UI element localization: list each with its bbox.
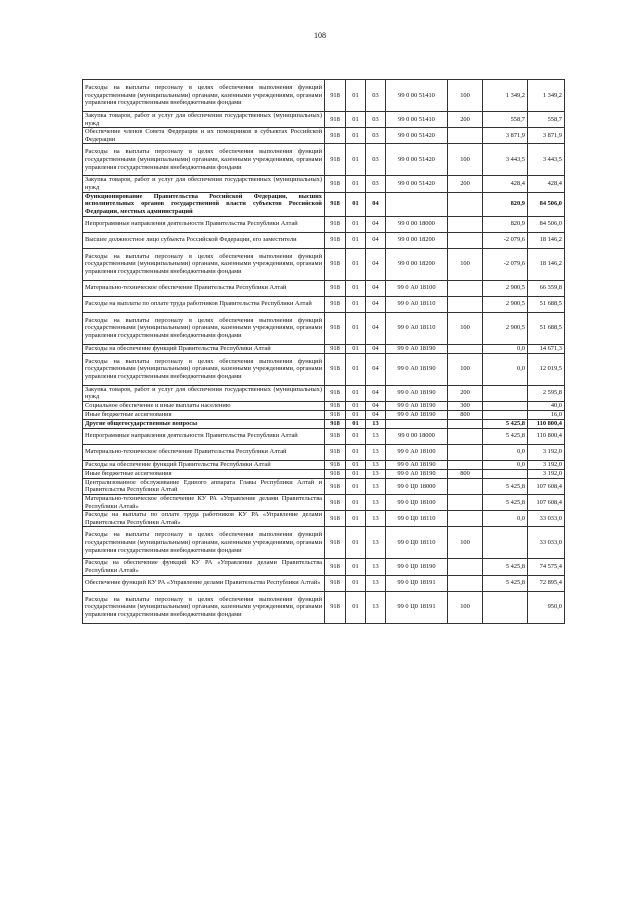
row-total-amount: 66 359,8: [528, 280, 565, 296]
budget-table-body: [83, 80, 565, 624]
row-change-amount: 558,7: [483, 112, 528, 128]
table-row: [83, 192, 565, 216]
row-grbs-code: 918: [325, 216, 346, 232]
row-grbs-code: 918: [325, 575, 346, 591]
table-row: [83, 112, 565, 128]
row-name: Непрограммные направления деятельности Правительства Республики Алтай: [83, 216, 325, 232]
row-target-article: 99 0 Ц0 18110: [386, 527, 448, 559]
row-section-code: 01: [346, 192, 366, 216]
row-grbs-code: 918: [325, 527, 346, 559]
row-total-amount: 428,4: [528, 176, 565, 192]
row-name: Другие общегосударственные вопросы: [83, 419, 325, 428]
row-section-code: 01: [346, 80, 366, 112]
row-target-article: 99 0 00 51420: [386, 176, 448, 192]
row-section-code: 01: [346, 128, 366, 144]
row-target-article: 99 0 Ц0 18191: [386, 591, 448, 623]
row-name: Материально-техническое обеспечение КУ РА «Управление делами Правительства Республики Алтай»: [83, 494, 325, 510]
row-change-amount: 0,0: [483, 444, 528, 460]
row-name: Расходы на выплаты персоналу в целях обеспечения выполнения функций государственными (муниципальными) органами, казенными учреждениями, органами управления государственными внебюджетными фондами: [83, 312, 325, 344]
table-row: [83, 312, 565, 344]
row-total-amount: 14 671,3: [528, 344, 565, 353]
row-section-code: 01: [346, 559, 366, 575]
row-name: Расходы на выплаты персоналу в целях обеспечения выполнения функций государственными (муниципальными) органами, казенными учреждениями, органами управления государственными внебюджетными фондами: [83, 353, 325, 385]
row-total-amount: 558,7: [528, 112, 565, 128]
row-name: Иные бюджетные ассигнования: [83, 410, 325, 419]
row-expense-type: [448, 478, 483, 494]
row-expense-type: 100: [448, 353, 483, 385]
row-subsection-code: 13: [366, 444, 386, 460]
row-subsection-code: 04: [366, 344, 386, 353]
row-expense-type: [448, 216, 483, 232]
table-row: [83, 216, 565, 232]
row-target-article: 99 0 Ц0 18100: [386, 494, 448, 510]
row-subsection-code: 04: [366, 312, 386, 344]
row-total-amount: 84 506,0: [528, 216, 565, 232]
table-row: [83, 559, 565, 575]
row-target-article: 99 0 А0 18190: [386, 385, 448, 401]
table-row: [83, 460, 565, 469]
row-subsection-code: 03: [366, 128, 386, 144]
row-section-code: 01: [346, 428, 366, 444]
row-change-amount: 2 900,5: [483, 312, 528, 344]
row-section-code: 01: [346, 469, 366, 478]
row-subsection-code: 04: [366, 192, 386, 216]
row-grbs-code: 918: [325, 296, 346, 312]
row-target-article: 99 0 00 51420: [386, 144, 448, 176]
row-change-amount: 0,0: [483, 353, 528, 385]
row-target-article: 99 0 А0 18190: [386, 469, 448, 478]
row-total-amount: 3 871,9: [528, 128, 565, 144]
row-subsection-code: 13: [366, 494, 386, 510]
row-subsection-code: 04: [366, 280, 386, 296]
row-name: Материально-техническое обеспечение Правительства Республики Алтай: [83, 444, 325, 460]
table-row: [83, 385, 565, 401]
row-expense-type: 100: [448, 80, 483, 112]
row-expense-type: [448, 444, 483, 460]
row-subsection-code: 04: [366, 232, 386, 248]
row-subsection-code: 04: [366, 353, 386, 385]
row-target-article: [386, 419, 448, 428]
row-subsection-code: 13: [366, 527, 386, 559]
row-target-article: 99 0 А0 18190: [386, 353, 448, 385]
row-expense-type: [448, 128, 483, 144]
row-expense-type: [448, 511, 483, 527]
row-target-article: 99 0 Ц0 18000: [386, 478, 448, 494]
row-total-amount: 2 595,8: [528, 385, 565, 401]
row-change-amount: [483, 469, 528, 478]
row-change-amount: 820,9: [483, 216, 528, 232]
row-expense-type: [448, 192, 483, 216]
row-expense-type: 800: [448, 469, 483, 478]
row-total-amount: 16,0: [528, 410, 565, 419]
row-target-article: 99 0 00 18200: [386, 248, 448, 280]
row-expense-type: [448, 296, 483, 312]
row-expense-type: [448, 494, 483, 510]
table-row: [83, 248, 565, 280]
row-target-article: 99 0 А0 18100: [386, 280, 448, 296]
row-target-article: 99 0 А0 18190: [386, 401, 448, 410]
row-grbs-code: 918: [325, 469, 346, 478]
row-section-code: 01: [346, 478, 366, 494]
row-grbs-code: 918: [325, 176, 346, 192]
row-subsection-code: 13: [366, 511, 386, 527]
row-expense-type: 800: [448, 410, 483, 419]
row-subsection-code: 13: [366, 469, 386, 478]
row-change-amount: [483, 401, 528, 410]
table-row: [83, 80, 565, 112]
row-grbs-code: 918: [325, 248, 346, 280]
row-subsection-code: 03: [366, 80, 386, 112]
row-target-article: 99 0 00 18000: [386, 216, 448, 232]
table-row: [83, 494, 565, 510]
row-total-amount: 12 019,5: [528, 353, 565, 385]
row-expense-type: [448, 460, 483, 469]
row-change-amount: 5 425,8: [483, 419, 528, 428]
row-target-article: 99 0 А0 18110: [386, 312, 448, 344]
row-subsection-code: 03: [366, 144, 386, 176]
row-grbs-code: 918: [325, 80, 346, 112]
page-number: 108: [314, 31, 326, 40]
row-change-amount: 2 900,5: [483, 280, 528, 296]
row-target-article: 99 0 А0 18110: [386, 296, 448, 312]
row-name: Расходы на выплаты персоналу в целях обеспечения выполнения функций государственными (муниципальными) органами, казенными учреждениями, органами управления государственными внебюджетными фондами: [83, 144, 325, 176]
row-section-code: 01: [346, 216, 366, 232]
row-expense-type: 100: [448, 144, 483, 176]
row-name: Расходы на выплаты по оплате труда работников КУ РА «Управление делами Правительства Республики Алтай»: [83, 511, 325, 527]
row-target-article: 99 0 А0 18190: [386, 460, 448, 469]
row-section-code: 01: [346, 112, 366, 128]
row-expense-type: 100: [448, 527, 483, 559]
row-section-code: 01: [346, 312, 366, 344]
row-change-amount: [483, 385, 528, 401]
row-section-code: 01: [346, 591, 366, 623]
row-subsection-code: 04: [366, 296, 386, 312]
row-change-amount: 1 349,2: [483, 80, 528, 112]
table-row: [83, 419, 565, 428]
row-grbs-code: 918: [325, 312, 346, 344]
row-grbs-code: 918: [325, 112, 346, 128]
row-name: Непрограммные направления деятельности Правительства Республики Алтай: [83, 428, 325, 444]
row-grbs-code: 918: [325, 344, 346, 353]
row-section-code: 01: [346, 444, 366, 460]
row-total-amount: 950,0: [528, 591, 565, 623]
row-expense-type: [448, 344, 483, 353]
row-change-amount: 5 425,8: [483, 428, 528, 444]
row-name: Расходы на выплаты персоналу в целях обеспечения выполнения функций государственными (муниципальными) органами, казенными учреждениями, органами управления государственными внебюджетными фондами: [83, 527, 325, 559]
row-grbs-code: 918: [325, 144, 346, 176]
row-grbs-code: 918: [325, 478, 346, 494]
row-total-amount: 18 146,2: [528, 248, 565, 280]
row-total-amount: 18 146,2: [528, 232, 565, 248]
row-subsection-code: 04: [366, 385, 386, 401]
row-section-code: 01: [346, 176, 366, 192]
row-change-amount: -2 079,6: [483, 232, 528, 248]
row-total-amount: 3 192,0: [528, 469, 565, 478]
row-subsection-code: 13: [366, 559, 386, 575]
table-row: [83, 176, 565, 192]
row-name: Расходы на выплаты персоналу в целях обеспечения выполнения функций государственными (муниципальными) органами, казенными учреждениями, органами управления государственными внебюджетными фондами: [83, 80, 325, 112]
row-grbs-code: 918: [325, 192, 346, 216]
row-total-amount: 51 688,5: [528, 312, 565, 344]
row-subsection-code: 13: [366, 591, 386, 623]
row-target-article: 99 0 00 18200: [386, 232, 448, 248]
row-grbs-code: 918: [325, 385, 346, 401]
row-grbs-code: 918: [325, 410, 346, 419]
row-grbs-code: 918: [325, 460, 346, 469]
row-change-amount: 0,0: [483, 460, 528, 469]
table-row: [83, 410, 565, 419]
row-total-amount: 33 033,0: [528, 527, 565, 559]
row-name: Расходы на обеспечение функций Правительства Республики Алтай: [83, 344, 325, 353]
row-target-article: 99 0 00 51410: [386, 80, 448, 112]
row-expense-type: [448, 575, 483, 591]
row-section-code: 01: [346, 410, 366, 419]
row-section-code: 01: [346, 419, 366, 428]
row-expense-type: [448, 280, 483, 296]
row-grbs-code: 918: [325, 232, 346, 248]
row-change-amount: [483, 410, 528, 419]
row-name: Централизованное обслуживание Единого аппарата Главы Республики Алтай и Правительства Республики Алтай: [83, 478, 325, 494]
row-change-amount: 5 425,8: [483, 559, 528, 575]
row-name: Расходы на выплаты персоналу в целях обеспечения выполнения функций государственными (муниципальными) органами, казенными учреждениями, органами управления государственными внебюджетными фондами: [83, 248, 325, 280]
table-row: [83, 444, 565, 460]
row-subsection-code: 04: [366, 248, 386, 280]
row-change-amount: [483, 527, 528, 559]
table-row: [83, 527, 565, 559]
row-total-amount: 40,0: [528, 401, 565, 410]
row-total-amount: 72 895,4: [528, 575, 565, 591]
row-name: Закупка товаров, работ и услуг для обеспечения государственных (муниципальных) нужд: [83, 112, 325, 128]
table-row: [83, 280, 565, 296]
row-expense-type: 300: [448, 401, 483, 410]
row-grbs-code: 918: [325, 401, 346, 410]
row-target-article: [386, 192, 448, 216]
row-change-amount: -2 079,6: [483, 248, 528, 280]
row-total-amount: 3 192,0: [528, 444, 565, 460]
row-grbs-code: 918: [325, 428, 346, 444]
row-grbs-code: 918: [325, 419, 346, 428]
row-section-code: 01: [346, 527, 366, 559]
row-change-amount: 5 425,8: [483, 575, 528, 591]
row-grbs-code: 918: [325, 559, 346, 575]
row-section-code: 01: [346, 144, 366, 176]
table-row: [83, 232, 565, 248]
row-change-amount: 0,0: [483, 344, 528, 353]
table-row: [83, 591, 565, 623]
row-change-amount: 428,4: [483, 176, 528, 192]
row-grbs-code: 918: [325, 128, 346, 144]
row-expense-type: 200: [448, 176, 483, 192]
row-subsection-code: 13: [366, 419, 386, 428]
row-name: Материально-техническое обеспечение Правительства Республики Алтай: [83, 280, 325, 296]
row-section-code: 01: [346, 248, 366, 280]
row-grbs-code: 918: [325, 353, 346, 385]
row-target-article: 99 0 А0 18190: [386, 344, 448, 353]
row-section-code: 01: [346, 575, 366, 591]
row-grbs-code: 918: [325, 591, 346, 623]
row-name: Закупка товаров, работ и услуг для обеспечения государственных (муниципальных) нужд: [83, 176, 325, 192]
row-expense-type: 100: [448, 248, 483, 280]
row-total-amount: 33 033,0: [528, 511, 565, 527]
table-row: [83, 144, 565, 176]
row-change-amount: 5 425,8: [483, 494, 528, 510]
row-grbs-code: 918: [325, 280, 346, 296]
row-name: Расходы на выплаты по оплате труда работников Правительства Республики Алтай: [83, 296, 325, 312]
row-total-amount: 107 608,4: [528, 494, 565, 510]
row-change-amount: 820,9: [483, 192, 528, 216]
row-total-amount: 107 608,4: [528, 478, 565, 494]
row-section-code: 01: [346, 280, 366, 296]
row-name: Социальное обеспечение и иные выплаты населению: [83, 401, 325, 410]
row-total-amount: 110 800,4: [528, 428, 565, 444]
table-row: [83, 296, 565, 312]
row-name: Функционирование Правительства Российской Федерации, высших исполнительных органов государственной власти субъектов Российской Федерации, местных администраций: [83, 192, 325, 216]
row-subsection-code: 03: [366, 176, 386, 192]
row-grbs-code: 918: [325, 494, 346, 510]
row-target-article: 99 0 Ц0 18190: [386, 559, 448, 575]
row-expense-type: 200: [448, 385, 483, 401]
row-target-article: 99 0 00 18000: [386, 428, 448, 444]
row-grbs-code: 918: [325, 511, 346, 527]
row-total-amount: 3 443,5: [528, 144, 565, 176]
row-section-code: 01: [346, 296, 366, 312]
row-name: Закупка товаров, работ и услуг для обеспечения государственных (муниципальных) нужд: [83, 385, 325, 401]
row-grbs-code: 918: [325, 444, 346, 460]
row-section-code: 01: [346, 511, 366, 527]
row-section-code: 01: [346, 344, 366, 353]
row-subsection-code: 04: [366, 401, 386, 410]
table-row: [83, 401, 565, 410]
row-section-code: 01: [346, 353, 366, 385]
row-expense-type: 200: [448, 112, 483, 128]
row-expense-type: [448, 419, 483, 428]
table-row: [83, 575, 565, 591]
table-row: [83, 511, 565, 527]
row-name: Обеспечение функций КУ РА «Управление делами Правительства Республики Алтай»: [83, 575, 325, 591]
table-row: [83, 428, 565, 444]
row-total-amount: 1 349,2: [528, 80, 565, 112]
row-total-amount: 3 192,0: [528, 460, 565, 469]
row-expense-type: [448, 428, 483, 444]
row-target-article: 99 0 00 51420: [386, 128, 448, 144]
row-name: Расходы на обеспечение функций Правительства Республики Алтай: [83, 460, 325, 469]
row-total-amount: 74 575,4: [528, 559, 565, 575]
row-target-article: 99 0 А0 18190: [386, 410, 448, 419]
row-name: Расходы на обеспечение функций КУ РА «Управление делами Правительства Республики Алтай»: [83, 559, 325, 575]
row-subsection-code: 04: [366, 216, 386, 232]
row-subsection-code: 13: [366, 428, 386, 444]
row-target-article: 99 0 00 51410: [386, 112, 448, 128]
row-expense-type: [448, 559, 483, 575]
row-expense-type: [448, 232, 483, 248]
row-subsection-code: 13: [366, 575, 386, 591]
table-row: [83, 353, 565, 385]
row-name: Расходы на выплаты персоналу в целях обеспечения выполнения функций государственными (муниципальными) органами, казенными учреждениями, органами управления государственными внебюджетными фондами: [83, 591, 325, 623]
row-section-code: 01: [346, 385, 366, 401]
table-row: [83, 344, 565, 353]
row-change-amount: 5 425,8: [483, 478, 528, 494]
row-target-article: 99 0 Ц0 18110: [386, 511, 448, 527]
row-change-amount: 0,0: [483, 511, 528, 527]
row-total-amount: 51 688,5: [528, 296, 565, 312]
row-subsection-code: 13: [366, 460, 386, 469]
row-subsection-code: 13: [366, 478, 386, 494]
row-change-amount: [483, 591, 528, 623]
table-row: [83, 478, 565, 494]
row-name: Обеспечение членов Совета Федерации и их помощников в субъектах Российской Федерации: [83, 128, 325, 144]
row-total-amount: 84 506,0: [528, 192, 565, 216]
row-name: Высшее должностное лицо субъекта Российской Федерации, его заместители: [83, 232, 325, 248]
row-total-amount: 110 800,4: [528, 419, 565, 428]
row-expense-type: 100: [448, 591, 483, 623]
row-name: Иные бюджетные ассигнования: [83, 469, 325, 478]
row-change-amount: 2 900,5: [483, 296, 528, 312]
row-change-amount: 3 871,9: [483, 128, 528, 144]
row-target-article: 99 0 Ц0 18191: [386, 575, 448, 591]
row-change-amount: 3 443,5: [483, 144, 528, 176]
row-target-article: 99 0 А0 18100: [386, 444, 448, 460]
table-row: [83, 128, 565, 144]
row-subsection-code: 03: [366, 112, 386, 128]
row-section-code: 01: [346, 494, 366, 510]
row-section-code: 01: [346, 232, 366, 248]
budget-table: [82, 79, 565, 624]
row-section-code: 01: [346, 460, 366, 469]
row-section-code: 01: [346, 401, 366, 410]
row-expense-type: 100: [448, 312, 483, 344]
table-row: [83, 469, 565, 478]
row-subsection-code: 04: [366, 410, 386, 419]
